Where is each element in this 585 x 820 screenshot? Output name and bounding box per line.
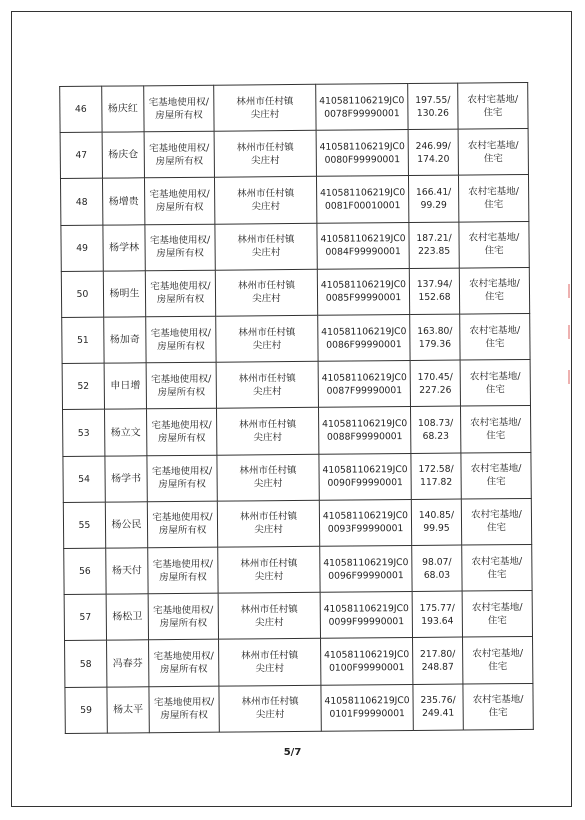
cell-owner-name-text: 杨天付 — [111, 565, 142, 577]
cell-owner-name-text: 杨公民 — [111, 519, 142, 531]
cell-right-type-text: 宅基地使用权/ — [149, 142, 210, 155]
cell-number — [63, 410, 105, 457]
cell-number — [63, 502, 105, 549]
cell-area-text: 175.77/ — [419, 602, 455, 614]
cell-location-text: 尖庄村 — [251, 247, 281, 259]
cell-location-text: 林州市任村镇 — [238, 372, 296, 385]
table-row — [61, 221, 529, 271]
cell-usage — [459, 267, 529, 314]
cell-area — [408, 175, 458, 222]
cell-unit-code-text: 0101F99990001 — [329, 708, 405, 721]
cell-number-text: 53 — [77, 427, 90, 439]
table-row — [60, 82, 528, 132]
cell-right-type — [148, 593, 218, 640]
cell-owner-name — [106, 594, 148, 641]
cell-number-text: 59 — [80, 704, 93, 716]
cell-right-type-text: 宅基地使用权/ — [152, 512, 213, 524]
cell-right-type-text: 房屋所有权 — [158, 525, 207, 537]
cell-usage-text: 农村宅基地/ — [471, 555, 523, 568]
cell-unit-code — [318, 407, 410, 454]
cell-unit-code — [317, 222, 409, 269]
cell-owner-name — [106, 548, 148, 595]
cell-unit-code-text: 410581106219JC0 — [320, 233, 406, 245]
cell-usage-text: 住宅 — [485, 383, 505, 396]
cell-area-text: 117.82 — [420, 476, 453, 489]
register-table-body — [60, 82, 534, 733]
cell-location-text: 林州市任村镇 — [241, 696, 299, 708]
cell-area-text: 217.80/ — [419, 648, 456, 660]
cell-usage-text: 农村宅基地/ — [471, 601, 523, 614]
cell-owner-name — [105, 409, 147, 456]
cell-owner-name — [102, 132, 144, 179]
cell-number-text: 55 — [78, 519, 91, 531]
cell-usage-text: 住宅 — [487, 568, 507, 580]
cell-area — [411, 499, 461, 546]
cell-right-type — [149, 640, 219, 687]
cell-location — [217, 500, 319, 547]
cell-area-text: 227.26 — [419, 384, 452, 396]
cell-location-text: 林州市任村镇 — [241, 650, 299, 662]
cell-unit-code — [318, 315, 410, 362]
cell-unit-code — [319, 499, 411, 546]
cell-owner-name — [102, 178, 144, 225]
cell-owner-name-text: 杨立文 — [110, 426, 141, 439]
cell-usage-text: 农村宅基地/ — [469, 324, 521, 337]
cell-number-text: 48 — [75, 196, 88, 208]
cell-area-text: 235.76/ — [420, 694, 456, 707]
cell-unit-code-text: 410581106219JC0 — [323, 602, 409, 615]
cell-number — [61, 271, 103, 318]
cell-area-text: 68.23 — [422, 430, 449, 442]
cell-right-type-text: 房屋所有权 — [156, 294, 205, 306]
cell-location-text: 尖庄村 — [255, 616, 284, 629]
cell-usage-text: 农村宅基地/ — [467, 93, 519, 106]
cell-area-text: 223.85 — [418, 245, 451, 258]
cell-usage-text: 农村宅基地/ — [469, 278, 520, 290]
cell-area-text: 248.87 — [421, 661, 454, 673]
cell-location-text: 尖庄村 — [253, 432, 283, 444]
cell-number — [65, 641, 107, 688]
cell-unit-code-text: 410581106219JC0 — [324, 695, 410, 708]
cell-area-text: 166.41/ — [415, 186, 452, 198]
cell-right-type-text: 宅基地使用权/ — [151, 419, 212, 432]
cell-owner-name — [104, 317, 146, 364]
cell-number-text: 52 — [77, 381, 90, 393]
cell-usage-text: 住宅 — [484, 199, 504, 211]
cell-usage-text: 住宅 — [488, 661, 508, 673]
cell-right-type — [148, 547, 218, 594]
cell-owner-name-text: 杨增贵 — [108, 195, 139, 208]
cell-location — [219, 639, 321, 686]
cell-unit-code-text: 0080F99990001 — [324, 153, 401, 166]
cell-area-text: 99.29 — [420, 199, 447, 211]
cell-number-text: 54 — [78, 473, 91, 485]
cell-unit-code — [320, 592, 412, 639]
cell-area-text: 152.68 — [418, 292, 451, 304]
cell-usage — [461, 452, 531, 499]
cell-location-text: 尖庄村 — [252, 293, 281, 305]
cell-right-type — [147, 501, 217, 548]
cell-usage — [460, 406, 530, 453]
cell-location-text: 林州市任村镇 — [237, 280, 295, 292]
page-number: 5/7 — [283, 747, 302, 758]
cell-number — [63, 456, 105, 503]
cell-number — [64, 594, 106, 641]
cell-right-type-text: 宅基地使用权/ — [149, 234, 211, 247]
cell-usage-text: 农村宅基地/ — [468, 186, 520, 198]
cell-unit-code — [321, 684, 413, 731]
cell-right-type — [147, 409, 217, 456]
cell-unit-code — [317, 268, 409, 315]
cell-unit-code-text: 0093F99990001 — [327, 523, 404, 536]
cell-right-type — [146, 362, 216, 409]
cell-right-type-text: 宅基地使用权/ — [149, 188, 210, 201]
cell-usage — [463, 637, 533, 684]
cell-right-type — [145, 270, 215, 317]
cell-usage-text: 住宅 — [483, 106, 503, 118]
cell-location — [217, 408, 319, 455]
table-row — [63, 498, 531, 548]
cell-usage — [459, 221, 529, 268]
cell-unit-code-text: 410581106219JC0 — [319, 94, 405, 107]
cell-unit-code-text: 410581106219JC0 — [322, 510, 409, 523]
cell-unit-code-text: 410581106219JC0 — [322, 418, 408, 430]
cell-location-text: 林州市任村镇 — [238, 326, 296, 339]
cell-unit-code-text: 0100F99990001 — [329, 662, 405, 674]
cell-owner-name — [105, 455, 147, 502]
cell-location — [216, 315, 318, 362]
cell-unit-code-text: 0081F00010001 — [324, 200, 401, 212]
cell-owner-name-text: 杨学林 — [109, 242, 140, 254]
cell-location-text: 林州市任村镇 — [236, 95, 294, 108]
cell-right-type-text: 宅基地使用权/ — [148, 96, 209, 108]
cell-number-text: 49 — [76, 242, 88, 254]
cell-area-text: 172.58/ — [418, 463, 454, 476]
cell-area — [408, 129, 458, 176]
cell-location-text: 林州市任村镇 — [236, 141, 294, 154]
cell-right-type-text: 宅基地使用权/ — [150, 281, 211, 293]
cell-location — [219, 685, 321, 732]
cell-right-type — [149, 686, 219, 733]
edge-stamp-mark — [568, 325, 574, 339]
cell-unit-code — [319, 453, 411, 500]
cell-usage — [462, 544, 532, 591]
cell-area-text: 130.26 — [416, 107, 450, 119]
cell-right-type-text: 宅基地使用权/ — [153, 697, 215, 709]
cell-right-type-text: 房屋所有权 — [156, 248, 204, 260]
table-row — [64, 544, 532, 594]
cell-location-text: 尖庄村 — [252, 339, 282, 351]
cell-usage-text: 农村宅基地/ — [472, 694, 524, 706]
cell-area-text: 174.20 — [417, 153, 450, 165]
cell-owner-name-text: 杨庆仓 — [108, 149, 139, 161]
cell-location — [218, 593, 320, 640]
cell-right-type-text: 房屋所有权 — [159, 663, 208, 676]
cell-right-type-text: 房屋所有权 — [157, 340, 205, 352]
cell-owner-name-text: 杨松卫 — [112, 611, 143, 623]
cell-usage-text: 住宅 — [487, 614, 507, 627]
cell-right-type-text: 宅基地使用权/ — [153, 604, 214, 617]
cell-number — [60, 132, 102, 179]
cell-usage-text: 住宅 — [484, 245, 504, 257]
cell-owner-name-text: 申日增 — [110, 380, 141, 392]
cell-area-text: 170.45/ — [417, 371, 453, 383]
cell-owner-name-text: 杨庆红 — [107, 103, 138, 115]
cell-area — [408, 83, 458, 130]
cell-unit-code-text: 410581106219JC0 — [321, 371, 407, 384]
cell-unit-code-text: 0090F99990001 — [327, 477, 403, 489]
cell-owner-name — [103, 271, 145, 318]
table-row — [62, 313, 530, 363]
cell-right-type-text: 宅基地使用权/ — [151, 373, 212, 386]
table-row — [65, 683, 533, 733]
cell-usage — [463, 683, 533, 730]
cell-number-text: 51 — [76, 334, 89, 347]
cell-location-text: 尖庄村 — [253, 478, 283, 490]
cell-unit-code — [320, 546, 412, 593]
cell-usage-text: 农村宅基地/ — [468, 232, 520, 244]
table-row — [60, 175, 528, 225]
cell-usage-text: 农村宅基地/ — [467, 139, 519, 152]
cell-owner-name-text: 杨明生 — [109, 288, 140, 300]
cell-area-text: 163.80/ — [417, 325, 453, 337]
cell-right-type-text: 房屋所有权 — [159, 571, 207, 583]
cell-unit-code-text: 0085F99990001 — [325, 292, 402, 305]
cell-number-text: 50 — [76, 288, 89, 300]
cell-usage — [460, 313, 530, 360]
cell-location-text: 林州市任村镇 — [239, 419, 297, 431]
cell-unit-code-text: 410581106219JC0 — [319, 140, 405, 153]
cell-location — [214, 84, 316, 131]
cell-usage — [460, 360, 530, 407]
cell-right-type-text: 房屋所有权 — [160, 710, 208, 722]
cell-location — [215, 269, 317, 316]
cell-owner-name — [102, 86, 144, 133]
cell-right-type — [144, 131, 214, 178]
cell-unit-code — [316, 130, 408, 177]
cell-number-text: 58 — [79, 658, 92, 670]
cell-area — [410, 360, 460, 407]
cell-owner-name — [107, 640, 149, 687]
cell-unit-code-text: 0084F99990001 — [325, 246, 401, 258]
cell-right-type — [144, 178, 214, 225]
cell-number — [65, 687, 107, 734]
cell-unit-code-text: 0099F99990001 — [328, 615, 405, 628]
cell-usage-text: 住宅 — [485, 337, 505, 349]
cell-usage — [458, 82, 528, 129]
cell-owner-name — [104, 363, 146, 410]
cell-unit-code-text: 410581106219JC0 — [324, 649, 410, 661]
register-table — [59, 82, 534, 734]
cell-right-type-text: 房屋所有权 — [155, 109, 203, 121]
table-row — [64, 591, 532, 641]
cell-location-text: 林州市任村镇 — [240, 603, 298, 616]
cell-owner-name-text: 冯春芬 — [112, 657, 143, 670]
table-row — [61, 267, 529, 317]
cell-number-text: 47 — [75, 150, 88, 162]
cell-usage-text: 住宅 — [486, 430, 506, 442]
cell-unit-code-text: 0078F99990001 — [324, 107, 400, 120]
cell-area-text: 246.99/ — [415, 140, 451, 152]
table-row — [63, 406, 531, 456]
cell-number — [64, 548, 106, 595]
cell-area — [409, 222, 459, 269]
cell-location-text: 尖庄村 — [255, 709, 285, 721]
cell-right-type-text: 房屋所有权 — [158, 479, 206, 491]
cell-unit-code — [321, 638, 413, 685]
cell-location-text: 尖庄村 — [251, 201, 281, 213]
cell-unit-code-text: 0096F99990001 — [328, 569, 404, 582]
table-row — [65, 637, 533, 687]
cell-area-text: 98.07/ — [422, 556, 452, 568]
cell-area — [412, 545, 462, 592]
cell-usage — [462, 591, 532, 638]
cell-area — [413, 684, 463, 731]
cell-right-type-text: 房屋所有权 — [157, 432, 206, 445]
cell-owner-name — [103, 224, 145, 271]
cell-location — [215, 223, 317, 270]
cell-location-text: 尖庄村 — [251, 154, 280, 167]
cell-usage-text: 住宅 — [488, 707, 508, 719]
cell-usage-text: 农村宅基地/ — [469, 370, 521, 383]
cell-number-text: 57 — [79, 612, 92, 624]
cell-location — [218, 546, 320, 593]
cell-usage-text: 农村宅基地/ — [471, 509, 522, 521]
cell-owner-name — [107, 686, 149, 733]
cell-location — [214, 177, 316, 224]
cell-area-text: 137.94/ — [416, 279, 453, 291]
cell-area-text: 99.95 — [423, 523, 450, 535]
cell-number-text: 46 — [74, 103, 87, 116]
cell-unit-code-text: 0088F99990001 — [326, 431, 403, 443]
edge-stamp-mark — [568, 370, 574, 384]
cell-unit-code-text: 410581106219JC0 — [321, 325, 407, 338]
cell-area-text: 68.03 — [423, 569, 451, 581]
cell-area — [411, 453, 461, 500]
cell-usage-text: 住宅 — [484, 291, 505, 303]
cell-location-text: 尖庄村 — [254, 570, 284, 582]
cell-usage-text: 农村宅基地/ — [470, 463, 522, 475]
register-table-container — [59, 82, 533, 734]
cell-usage-text: 住宅 — [486, 522, 507, 534]
cell-owner-name-text: 杨学书 — [111, 473, 142, 485]
cell-usage — [458, 129, 528, 176]
cell-unit-code-text: 410581106219JC0 — [320, 187, 406, 199]
cell-unit-code — [318, 361, 410, 408]
table-row — [63, 452, 531, 502]
cell-location — [214, 131, 316, 178]
cell-unit-code-text: 0087F99990001 — [326, 384, 403, 397]
cell-right-type-text: 房屋所有权 — [155, 201, 204, 214]
table-row — [62, 360, 530, 410]
cell-location-text: 林州市任村镇 — [240, 557, 298, 570]
cell-area — [412, 591, 462, 638]
cell-unit-code-text: 410581106219JC0 — [322, 464, 408, 476]
edge-stamp-mark — [568, 284, 574, 298]
cell-right-type-text: 宅基地使用权/ — [153, 650, 214, 663]
cell-area-text: 249.41 — [422, 707, 455, 720]
cell-unit-code-text: 410581106219JC0 — [320, 279, 407, 292]
cell-area — [410, 406, 460, 453]
cell-area — [413, 637, 463, 684]
cell-location-text: 尖庄村 — [255, 663, 285, 675]
cell-location-text: 林州市任村镇 — [239, 511, 297, 523]
cell-location-text: 尖庄村 — [250, 108, 280, 120]
cell-usage-text: 农村宅基地/ — [470, 417, 522, 429]
cell-usage — [461, 498, 531, 545]
cell-location — [217, 454, 319, 501]
cell-unit-code-text: 0086F99990001 — [326, 338, 402, 351]
cell-owner-name-text: 杨太平 — [113, 704, 144, 716]
cell-location-text: 林州市任村镇 — [237, 188, 295, 200]
cell-right-type — [144, 85, 214, 132]
cell-number — [60, 86, 102, 133]
cell-number — [62, 317, 104, 364]
cell-owner-name — [105, 502, 147, 549]
cell-usage-text: 住宅 — [483, 152, 503, 165]
cell-right-type-text: 宅基地使用权/ — [152, 558, 213, 570]
cell-number-text: 56 — [79, 565, 91, 578]
cell-location-text: 尖庄村 — [254, 524, 283, 536]
cell-owner-name-text: 杨加奇 — [109, 334, 140, 346]
cell-location — [216, 362, 318, 409]
cell-location-text: 林州市任村镇 — [237, 234, 295, 246]
cell-right-type — [146, 316, 216, 363]
cell-right-type-text: 房屋所有权 — [157, 386, 206, 399]
cell-unit-code — [316, 176, 408, 223]
cell-area-text: 140.85/ — [418, 510, 455, 522]
cell-area-text: 108.73/ — [417, 417, 454, 429]
cell-right-type-text: 宅基地使用权/ — [150, 327, 211, 339]
cell-number — [60, 179, 102, 226]
cell-right-type-text: 房屋所有权 — [159, 617, 208, 630]
cell-usage-text: 农村宅基地/ — [472, 648, 524, 660]
cell-area-text: 187.21/ — [416, 232, 452, 245]
cell-right-type — [145, 224, 215, 271]
table-row — [60, 129, 528, 179]
cell-area — [410, 314, 460, 361]
cell-unit-code-text: 410581106219JC0 — [323, 556, 409, 569]
cell-right-type-text: 房屋所有权 — [155, 155, 204, 168]
cell-usage — [458, 175, 528, 222]
cell-location-text: 林州市任村镇 — [239, 465, 297, 477]
cell-area-text: 193.64 — [421, 615, 454, 627]
cell-unit-code — [316, 84, 408, 131]
cell-area-text: 197.55/ — [415, 94, 451, 106]
cell-area-text: 179.36 — [418, 338, 452, 350]
cell-right-type-text: 宅基地使用权/ — [151, 465, 213, 478]
cell-location-text: 尖庄村 — [253, 385, 282, 398]
cell-usage-text: 住宅 — [486, 476, 506, 488]
cell-number — [62, 363, 104, 410]
cell-right-type — [147, 455, 217, 502]
cell-number — [61, 225, 103, 272]
cell-area — [409, 268, 459, 315]
